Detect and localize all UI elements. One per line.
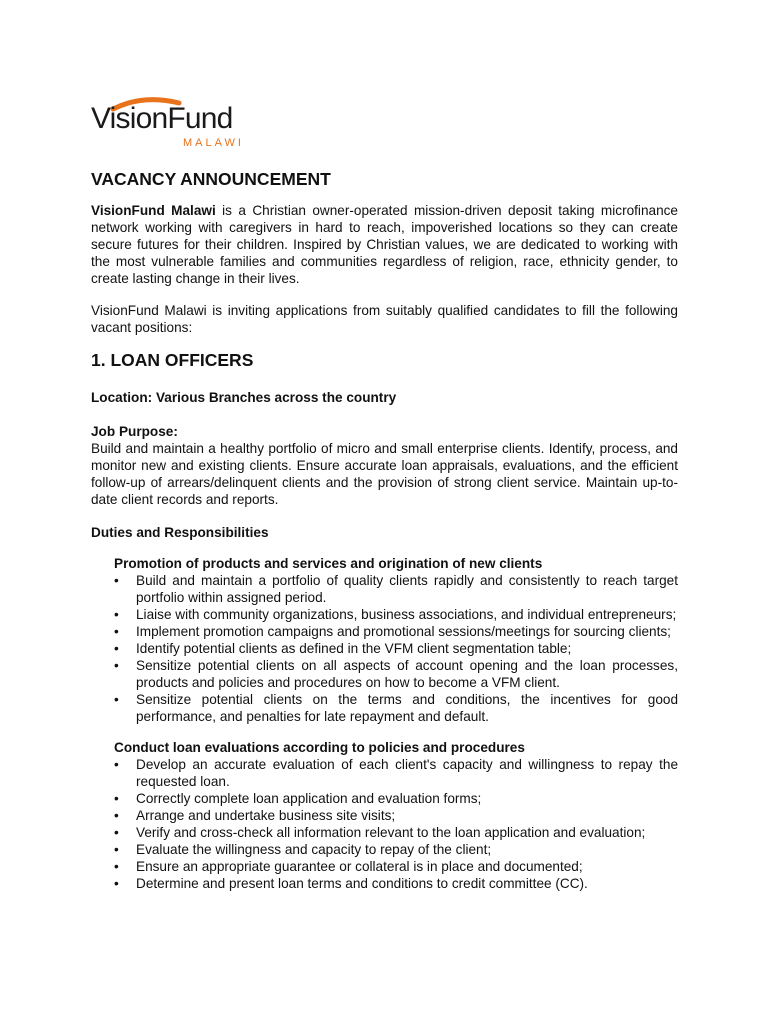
job-purpose-text: Build and maintain a healthy portfolio of micro and small enterprise clients. Identify, process, and monitor new and existing clients. Ensure accurate loan appraisals, evaluations, and the efficient follow-up of arrears/delinquent clients and the provision of strong client service. Maintain up-to-date client records and reports.	[91, 441, 678, 507]
promotion-list	[91, 572, 678, 725]
evaluation-list	[91, 756, 678, 892]
job-purpose-label: Job Purpose:	[91, 424, 178, 439]
list-item: • Verify and cross-check all information relevant to the loan application and evaluation;	[136, 824, 678, 841]
group-heading-promotion: Promotion of products and services and origination of new clients	[114, 556, 543, 571]
list-item: • Correctly complete loan application and evaluation forms;	[136, 790, 678, 807]
logo-wordmark: VisionFund	[91, 102, 233, 135]
intro-paragraph	[91, 202, 678, 287]
list-item: • Identify potential clients as defined in the VFM client segmentation table;	[136, 640, 678, 657]
list-item: • Sensitize potential clients on all aspects of account opening and the loan processes, products and policies and procedures on how to become a VFM client.	[136, 657, 678, 691]
document-body	[91, 168, 678, 906]
list-item: • Evaluate the willingness and capacity to repay of the client;	[136, 841, 678, 858]
logo-subtitle: MALAWI	[183, 137, 244, 149]
list-item: • Implement promotion campaigns and promotional sessions/meetings for sourcing clients;	[136, 623, 678, 640]
list-item: • Determine and present loan terms and conditions to credit committee (CC).	[136, 875, 678, 892]
list-item: • Arrange and undertake business site visits;	[136, 807, 678, 824]
visionfund-logo	[91, 96, 261, 156]
list-item: • Develop an accurate evaluation of each client's capacity and willingness to repay the requested loan.	[136, 756, 678, 790]
list-item: • Ensure an appropriate guarantee or collateral is in place and documented;	[136, 858, 678, 875]
section-title-loan-officers: 1. LOAN OFFICERS	[91, 350, 254, 370]
list-item: • Build and maintain a portfolio of quality clients rapidly and consistently to reach target portfolio within assigned period.	[136, 572, 678, 606]
page-title: VACANCY ANNOUNCEMENT	[91, 169, 331, 189]
duties-label: Duties and Responsibilities	[91, 525, 269, 540]
intro-org-name: VisionFund Malawi	[91, 203, 216, 218]
intro-text: is a Christian owner-operated mission-driven deposit taking microfinance network working with caregivers in hard to reach, impoverished locations so they can create secure futures for their children. Inspired by Christian values, we are dedicated to working with the most vulnerable families and communities regardless of religion, race, ethnicity gender, to create lasting change in their lives.	[91, 203, 678, 286]
list-item: • Sensitize potential clients on the terms and conditions, the incentives for good performance, and penalties for late repayment and default.	[136, 691, 678, 725]
invite-paragraph: VisionFund Malawi is inviting applications from suitably qualified candidates to fill the following vacant positions:	[91, 303, 678, 335]
location-line: Location: Various Branches across the country	[91, 390, 397, 405]
group-heading-evaluations: Conduct loan evaluations according to policies and procedures	[114, 740, 525, 755]
list-item: • Liaise with community organizations, business associations, and individual entrepreneurs;	[136, 606, 678, 623]
